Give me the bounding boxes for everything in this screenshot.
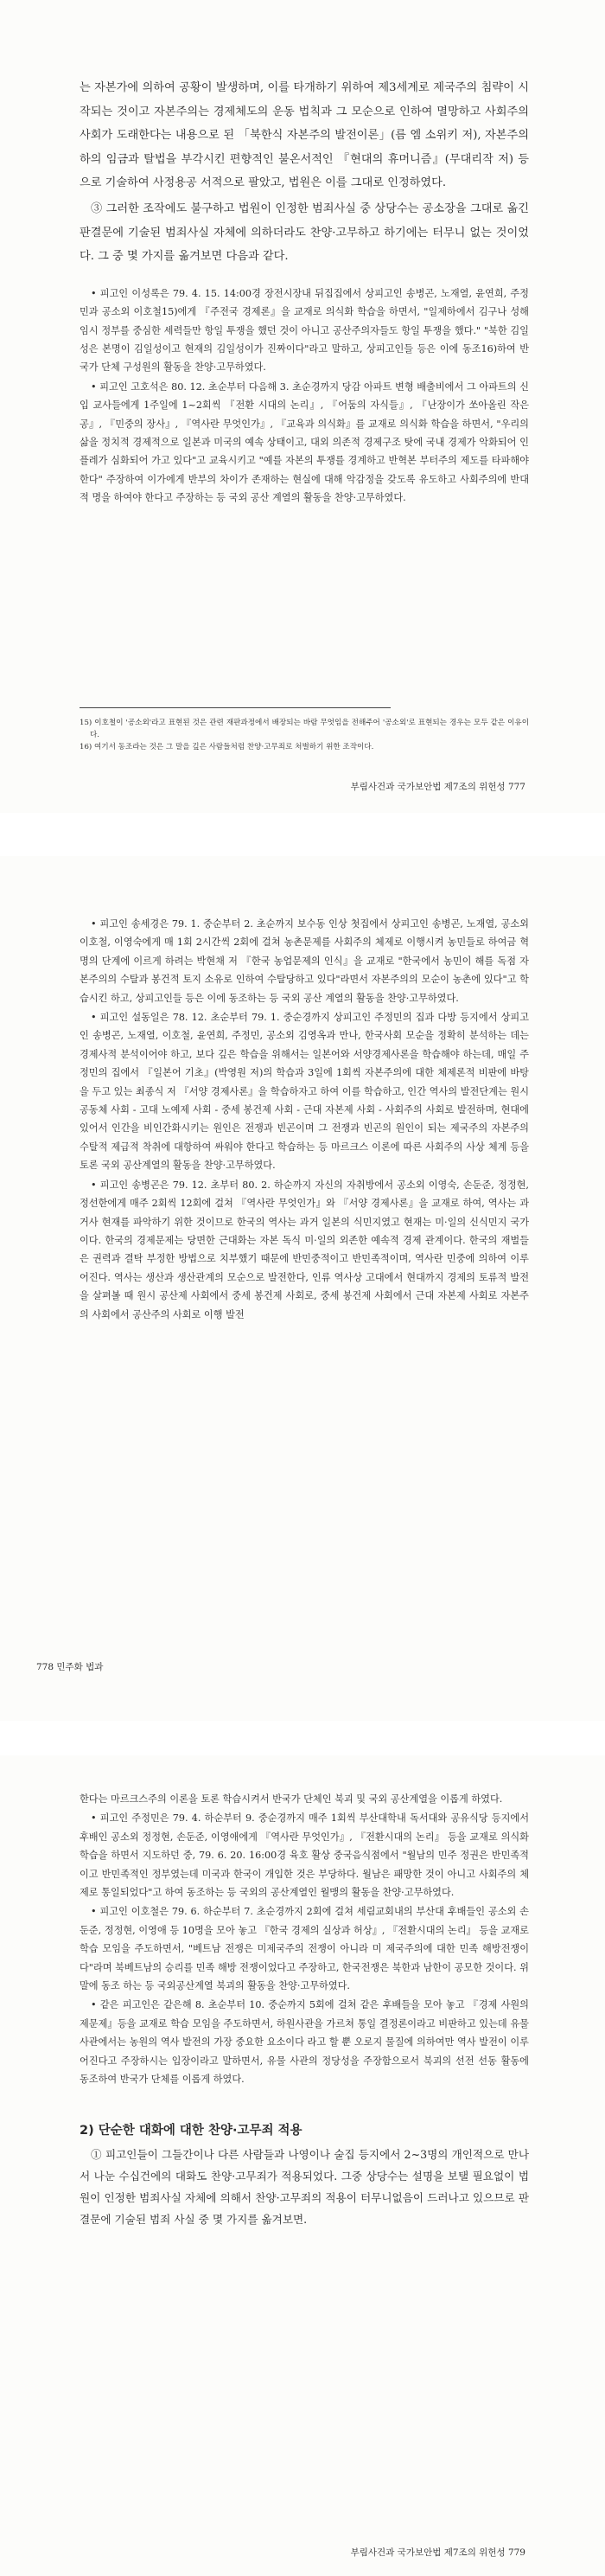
page-779 [0, 1755, 605, 2576]
main-body [80, 1790, 529, 2230]
paragraph: ① 피고인들이 그들간이나 다른 사람들과 나영이나 술집 등지에서 2~3명의 개인적으로 만나서 나눈 수십건에의 대화도 찬양·고무죄가 적용되었다. 그중 상당수는 설명을 보탤 필요없이 법원이 인정한 범죄사실 자체에 의해서 찬양·고무죄의 적용이 터무니없음이 드러나고 있으므로 판결문에 기술된 범죄 사실 중 몇 가지를 옮겨보면. [80, 2147, 529, 2226]
page-footer: 778 민주화 법과 [36, 1662, 104, 1672]
list-item: • 피고인 고호석은 80. 12. 초순부터 다음해 3. 초순경까지 당감 아파트 변형 배출비에서 그 아파트의 신입 교사들에게 1주일에 1~2회씩 『전환 시대의 논리』, 『어둠의 자식들』, 『난장이가 쏘아올린 작은공』, 『민중의 장사』, 『역사란 무엇인가』, 『교육과 의식화』를 교재로 의식화 학습을 하면서, "우리의 삶을 정치적 경제적으로 일본과 미국의 예속 상태이고, 대외 의존적 경제구조 탓에 국내 경제가 악화되어 인플레가 심화되어 가고 있다"고 교육시키고 "예를 자본의 투쟁를 경계하고 반혁본 부터주의 제도를 타파해야 한다" 주장하여 이가에게 반부의 차이가 존재하는 현실에 대해 악감정을 갖도록 유도하고 사회주의에 반대 적 명을 하여야 한다고 주장하는 등 국외 공산 계열의 활동을 찬양·고무하였다. [80, 380, 529, 504]
list-item: • 피고인 이호철은 79. 6. 하순부터 7. 초순경까지 2회에 걸쳐 세림교회내의 부산대 후배들인 공소외 손둔준, 정정현, 이영애 등 10명을 모아 놓고 『한국 경제의 실상과 허상』, 『전환시대의 논리』 등을 교재로 학습 모임을 주도하면서, "베트남 전쟁은 미제국주의 전쟁이 아니라 미 제국주의에 대한 민족 해방전쟁이다"라며 북베트남의 승리를 민족 해방 전쟁이었다고 주장하고, 한국전쟁은 북한과 남한이 공모한 것이다. 위 말에 동조 하는 등 국외공산계열 북괴의 활동을 찬양·고무하였다. [80, 1906, 529, 1992]
footnote-rule [80, 707, 391, 708]
footnote: 15) 이호철이 '공소외'라고 표현된 것은 관련 재판과정에서 배장되는 바람 무엇임을 전해주어 '공소외'로 표현되는 경우는 모두 같은 이유이다. [80, 719, 529, 739]
list-item: • 같은 피고인은 같은해 8. 초순부터 10. 중순까지 5회에 걸쳐 같은 후배들을 모아 놓고 『경제 사원의 제문제』등을 교재로 학습 모임을 주도하면서, 하원사관을 가르쳐 통일 결정론이라고 비판하고 있는데 유물 사관에서는 농원의 역사 발전의 가장 중요한 요소이다 라고 할 뿐 오로지 물질에 의하여만 역사 발전이 이루어진다고 주장하시는 입장이라고 말하면서, 유물 사관의 정당성을 주장함으로서 북괴의 선전 선동 활동에 동조하여 반국가 단체를 이롭게 하였다. [80, 1999, 529, 2086]
main-body [80, 915, 529, 1324]
list-item: • 피고인 주정민은 79. 4. 하순부터 9. 중순경까지 매주 1회씩 부산대학내 독서대와 공유식당 등지에서 후배인 공소외 정정현, 손둔준, 이영애에게 『역사란 무엇인가』, 『전환시대의 논리』 등을 교재로 의식화 학습을 하면서 지도하던 중, 79. 6. 20. 16:00경 육호 활상 중국음식점에서 "월남의 민주 정권은 반민족적이고 반민족적인 정부였는데 미국과 한국이 개입한 것은 부당하다. 월남은 패망한 것이 아니고 사회주의 체제로 통일되었다"고 하여 동조하는 등 국외의 공산계열인 월맹의 활동을 찬양·고무하였다. [80, 1812, 529, 1899]
footnotes [80, 707, 529, 753]
paragraph: 한다는 마르크스주의 이론을 토론 학습시켜서 반국가 단체인 북괴 및 국외 공산계열을 이롭게 하였다. [80, 1793, 503, 1805]
list-item: • 피고인 송세경은 79. 1. 중순부터 2. 초순까지 보수동 인상 첫집에서 상피고인 송병곤, 노재열, 공소외 이호철, 이영숙에게 매 1회 2시간씩 2회에 걸쳐 농촌문제를 사회주의 체제로 이행시켜 농민들로 하여금 혁명의 단계에 이르게 하려는 박현채 저 『한국 농업문제의 인식』을 교재로 "한국에서 농민이 해를 독점 자본주의의 수탈과 봉건적 토지 소유로 인하여 수탈당하고 있다"라면서 자본주의의 모순이 농촌에 있다"고 학습시킨 하고, 상피고인들 등은 이에 동조하는 등 국외 공산 계열의 활동을 찬양·고무하였다. [80, 918, 529, 1004]
page-footer: 부림사건과 국가보안법 제7조의 위헌성 777 [350, 782, 525, 792]
footnote: 16) 여기서 동조라는 것은 그 말을 깊은 사람들처럼 찬양·고무죄로 처벌하기 위한 조작이다. [80, 743, 374, 751]
page-footer: 부림사건과 국가보안법 제7조의 위헌성 779 [350, 2547, 525, 2558]
list-item: • 피고인 이성록은 79. 4. 15. 14:00경 장전시장내 뒤집집에서 상피고인 송병곤, 노재열, 윤연희, 주정민과 공소외 이호철15)에게 『주전국 경제론』을 교재로 의식화 학습을 하면서, "일제하에서 김구나 성해 임시 정부를 중심한 세력들만 항일 투쟁을 했던 것이 아니고 공산주의자들도 항일 투쟁을 했다." "북한 김일성은 본명이 김일성이고 현재의 김일성이가 진짜이다"라고 말하고, 상피고인들 등은 이에 동조16)하여 반국가 단체 구성원의 활동을 찬양·고무하였다. [80, 287, 529, 374]
paragraph: ③ 그러한 조작에도 불구하고 법원이 인정한 범죄사실 중 상당수는 공소장을 그대로 옮긴 판결문에 기술된 범죄사실 자체에 의하더라도 찬양·고무하고 하기에는 터무니 없는 것이었다. 그 중 몇 가지를 옮겨보면 다음과 같다. [80, 201, 529, 264]
list-item: • 피고인 송병곤은 79. 12. 초부터 80. 2. 하순까지 자신의 자취방에서 공소외 이영숙, 손둔준, 정정현, 정선한에게 매주 2회씩 12회에 걸쳐 『역사란 무엇인가』와 『서양 경제사론』을 교재로 하여, 역사는 과거사 현재를 파악하기 위한 것이므로 한국의 역사는 과거 일본의 식민지였고 현재는 미·일의 신식민지 국가이다. 한국의 경제문제는 당면한 근대화는 자본 독식 미·일의 외존한 예속적 경제 관계이다. 한국의 재벌들은 권력과 결탁 부정한 방법으로 치부했기 때문에 반민중적이고 반민족적이며, 역사란 민중에 의하여 이루어진다. 역사는 생산과 생산관계의 모순으로 발전한다, 인류 역사상 고대에서 현대까지 경제의 토류적 발전을 살펴볼 때 원시 공산제 사회에서 중세 봉건제 사회로, 중세 봉건제 사회에서 근대 자본제 사회로 자본주의 사회에서 공산주의 사회로 이행 발전 [80, 1179, 529, 1320]
main-body [80, 76, 529, 508]
section-heading: 2) 단순한 대화에 대한 찬양·고무죄 적용 [80, 2123, 302, 2138]
list-item: • 피고인 설동일은 78. 12. 초순부터 79. 1. 중순경까지 상피고인 주정민의 집과 다방 등지에서 상피고인 송병곤, 노재열, 이호철, 윤연희, 주정민, 공소외 김영옥과 만나, 한국사회 모순을 정확히 분석하는 데는 경제사적 분석이어야 하고, 보다 깊은 학습을 위해서는 일본어와 서양경제사론을 학습해야 하는데, 매일 주정민의 집에서 『일본어 기초』(박영원 저)의 학습과 3일에 1회씩 자본주의에 대한 체제론적 비판에 바탕을 두고 있는 최종식 저 『서양 경제사론』을 학습하자고 하여 이를 학습하고, 인간 역사의 발전단계는 원시 공동체 사회 - 고대 노예제 사회 - 중세 봉건제 사회 - 근대 자본제 사회 - 사회주의 사회로 발전하며, 현대에 있어서 인간을 비인간화시키는 원인은 전쟁과 빈곤이며 그 전쟁과 빈곤의 원인이 되는 제국주의 자본주의 수탈적 제급적 착취에 대항하여 싸워야 한다고 학습하는 등 마르크스 이론에 따른 사회주의 사상 체계 등을 토론 국외 공산계열의 활동을 찬양·고무하였다. [80, 1012, 529, 1172]
paragraph: 는 자본가에 의하여 공황이 발생하며, 이를 타개하기 위하여 제3세계로 제국주의 침략이 시작되는 것이고 자본주의는 경제체도의 운동 법칙과 그 모순으로 인하여 멸망하고 사회주의 사회가 도래한다는 내용으로 된 「북한식 자본주의 발전이론」(름 엠 소위키 저), 자본주의하의 임금과 탈법을 부각시킨 편향적인 불온서적인 『현대의 휴머니즘』(무대리작 저) 등으로 기술하여 사정용공 서적으로 팔았고, 법원은 이를 그대로 인정하였다. [80, 81, 529, 190]
page-777 [0, 0, 605, 813]
page-778 [0, 856, 605, 1721]
